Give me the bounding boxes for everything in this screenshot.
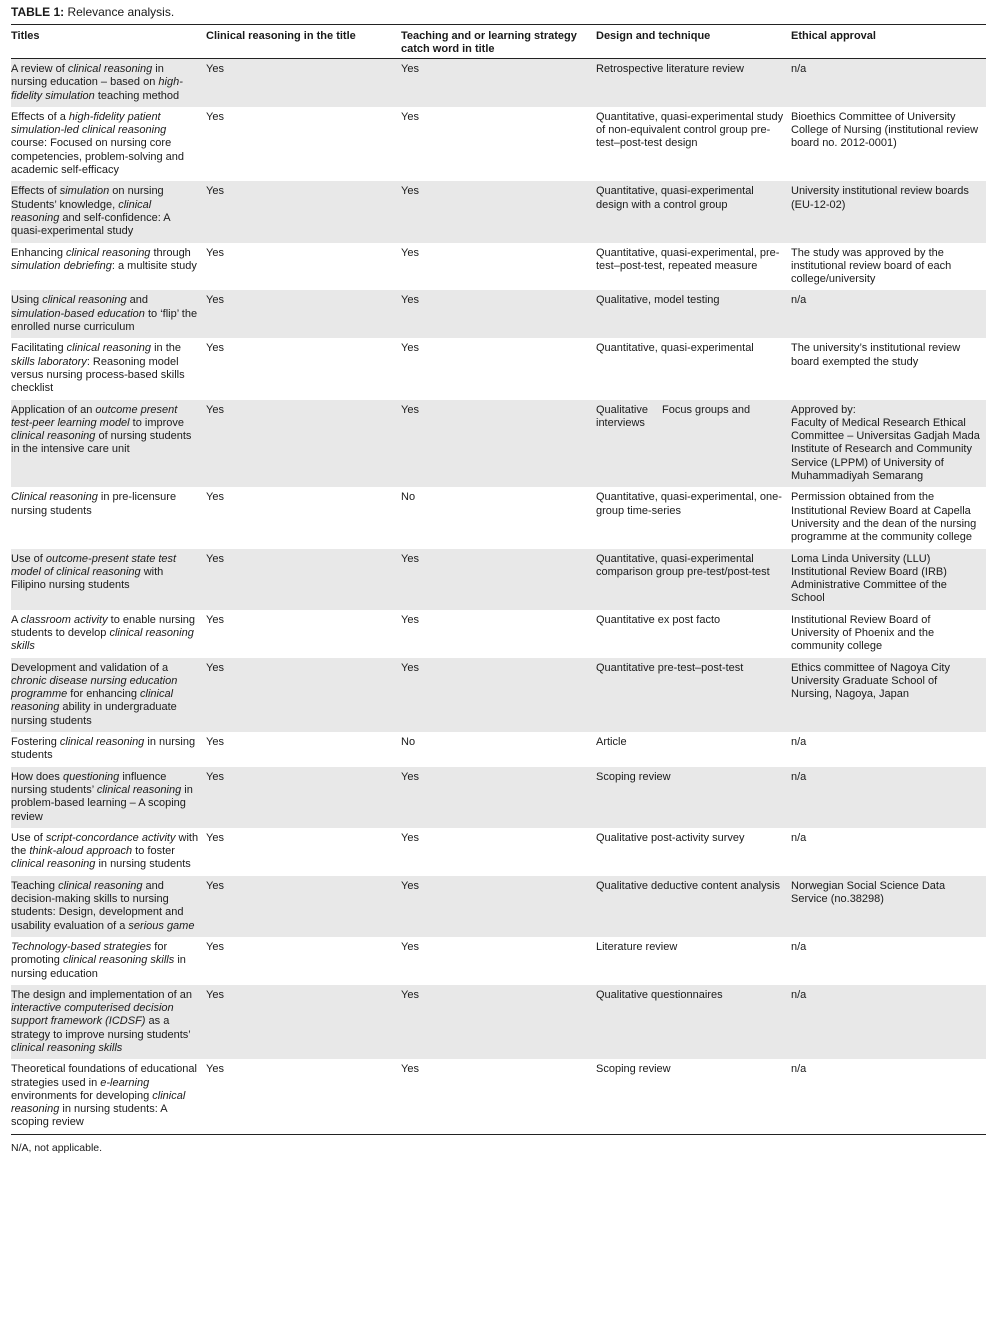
title-text: : Reasoning model versus nursing process-based skills checklist: [11, 355, 185, 395]
cell-clinical-reasoning: Yes: [206, 767, 401, 828]
cell-title: [11, 732, 206, 767]
title-keyword: clinical reasoning: [11, 858, 96, 871]
cell-design: Quantitative ex post facto: [596, 613, 721, 626]
cell-title: [11, 338, 206, 399]
table-row: [11, 658, 986, 732]
title-text: in nursing education – based on: [11, 63, 164, 89]
title-keyword: simulation debriefing: [11, 259, 112, 272]
cell-clinical-reasoning: Yes: [206, 940, 224, 953]
title-text: Using: [11, 294, 43, 307]
cell-ethical-approval: Ethics committee of Nagoya City University Graduate School of Nursing, Nagoya, Japan: [791, 658, 986, 732]
cell-ethical-approval: n/a: [791, 736, 807, 749]
table-row: [11, 1059, 986, 1134]
table-footnote: N/A, not applicable.: [11, 1141, 103, 1154]
title-keyword: clinical reasoning: [59, 736, 145, 749]
cell-teaching-strategy: Yes: [401, 767, 596, 828]
title-text: Fostering: [11, 736, 60, 749]
title-keyword: questioning: [62, 770, 120, 783]
table-row: [11, 732, 986, 767]
title-keyword: clinical reasoning skills: [11, 1042, 123, 1054]
cell-ethical-approval: Loma Linda University (LLU) Institutional Review Board (IRB) Administrative Committee of the School: [791, 549, 986, 610]
header-titles: Titles: [11, 25, 206, 59]
header-design: Design and technique: [596, 25, 791, 59]
title-keyword: clinical reasoning: [66, 342, 152, 355]
cell-teaching-strategy: Yes: [401, 940, 419, 953]
title-keyword: Technology-based strategies: [11, 940, 152, 953]
cell-clinical-reasoning: Yes: [206, 549, 401, 610]
cell-clinical-reasoning: Yes: [206, 613, 224, 626]
cell-design: Quantitative, quasi-experimental study of non-equivalent control group pre-test–post-test design: [596, 110, 784, 150]
table-row: [11, 243, 986, 291]
title-text: How does: [11, 770, 63, 783]
table-row: [11, 181, 986, 242]
cell-design: Qualitative, model testing: [596, 290, 791, 338]
title-text: and: [126, 294, 148, 307]
cell-clinical-reasoning: Yes: [206, 736, 224, 749]
title-text: to improve: [129, 416, 185, 429]
title-keyword: clinical reasoning: [11, 430, 96, 443]
title-text: of nursing students in the intensive care unit: [11, 430, 192, 456]
cell-title: [11, 1059, 206, 1134]
table-row: [11, 107, 986, 181]
title-keyword: clinical reasoning: [66, 246, 151, 259]
title-keyword: classroom activity: [20, 613, 108, 626]
title-text: Effects of a: [11, 110, 69, 123]
cell-teaching-strategy: Yes: [401, 342, 419, 355]
cell-teaching-strategy: Yes: [401, 1059, 596, 1134]
relevance-table: [11, 25, 986, 1135]
title-keyword: e-learning: [100, 1076, 150, 1089]
title-text: to foster: [132, 845, 175, 858]
cell-ethical-approval: The university’s institutional review board exempted the study: [791, 342, 961, 368]
cell-teaching-strategy: Yes: [401, 613, 419, 626]
title-keyword: think-aloud approach: [29, 845, 133, 858]
cell-design: Quantitative, quasi-experimental, pre-test–post-test, repeated measure: [596, 246, 780, 272]
cell-teaching-strategy: Yes: [401, 59, 596, 107]
cell-title: [11, 767, 206, 828]
document: [11, 4, 986, 1154]
title-text: and self-confidence: A quasi-experimental study: [11, 211, 171, 238]
cell-clinical-reasoning: Yes: [206, 876, 401, 937]
title-text: Use of: [11, 552, 46, 565]
title-text: environments for developing: [11, 1089, 153, 1102]
title-text: teaching method: [94, 89, 180, 102]
title-text: and decision-making skills to nursing students: Design, development and usability evaluation of a: [11, 879, 184, 932]
table-row: [11, 290, 986, 338]
cell-clinical-reasoning: Yes: [206, 342, 224, 355]
cell-ethical-approval: n/a: [791, 1059, 986, 1134]
cell-teaching-strategy: No: [401, 491, 416, 504]
title-keyword: skills laboratory: [11, 355, 87, 368]
title-keyword: clinical reasoning: [67, 63, 153, 75]
title-text: on nursing Students’ knowledge,: [11, 185, 164, 211]
cell-ethical-approval: Bioethics Committee of University College of Nursing (institutional review board no. 2012-0001): [791, 110, 979, 150]
table-row: [11, 487, 986, 548]
cell-design: Quantitative, quasi-experimental: [596, 342, 754, 355]
title-keyword: simulation: [59, 185, 110, 198]
header-teaching-strategy: Teaching and or learning strategy catch word in title: [401, 25, 596, 59]
title-text: A review of: [11, 63, 68, 75]
cell-title: [11, 937, 206, 985]
cell-title: [11, 400, 206, 488]
title-text: in nursing students: [95, 858, 191, 871]
cell-clinical-reasoning: Yes: [206, 59, 401, 107]
header-clinical-reasoning: Clinical reasoning in the title: [206, 25, 401, 59]
cell-ethical-approval: Institutional Review Board of University of Phoenix and the community college: [791, 613, 935, 653]
table-row: [11, 937, 986, 985]
cell-teaching-strategy: Yes: [401, 290, 596, 338]
cell-teaching-strategy: Yes: [401, 831, 419, 844]
title-text: for promoting: [11, 940, 168, 967]
title-text: Effects of: [11, 185, 60, 198]
table-header-row: [11, 25, 986, 59]
cell-teaching-strategy: Yes: [401, 985, 596, 1059]
cell-ethical-approval: n/a: [791, 290, 986, 338]
cell-clinical-reasoning: Yes: [206, 491, 224, 504]
cell-ethical-approval: Norwegian Social Science Data Service (no.38298): [791, 876, 986, 937]
cell-title: [11, 610, 206, 658]
cell-title: [11, 985, 206, 1059]
title-text: in nursing education: [11, 954, 186, 980]
table-caption-label: TABLE 1:: [11, 5, 65, 19]
cell-title: [11, 181, 206, 242]
title-text: Development and validation of a: [11, 661, 169, 674]
cell-design: Quantitative, quasi-experimental, one-group time-series: [596, 491, 782, 517]
cell-title: [11, 487, 206, 548]
cell-clinical-reasoning: Yes: [206, 985, 401, 1059]
cell-ethical-approval: n/a: [791, 831, 807, 844]
table-row: [11, 549, 986, 610]
cell-title: [11, 243, 206, 291]
table-row: [11, 59, 986, 107]
table-row: [11, 876, 986, 937]
cell-design: Scoping review: [596, 767, 791, 828]
title-keyword: high-fidelity simulation: [11, 76, 183, 102]
table-row: [11, 767, 986, 828]
title-text: in pre-licensure nursing students: [11, 491, 177, 517]
title-text: : a multisite study: [111, 259, 197, 272]
title-text: for enhancing: [67, 688, 141, 701]
table-row: [11, 610, 986, 658]
table-row: [11, 828, 986, 876]
table-row: [11, 338, 986, 399]
title-text: The design and implementation of an: [11, 988, 193, 1001]
cell-ethical-approval: n/a: [791, 59, 986, 107]
title-text: with the: [11, 831, 199, 858]
title-text: in problem-based learning – A scoping review: [11, 783, 193, 823]
table-row: [11, 400, 986, 488]
cell-clinical-reasoning: Yes: [206, 831, 224, 844]
cell-teaching-strategy: Yes: [401, 246, 419, 259]
title-keyword: high-fidelity patient simulation-led clinical reasoning: [11, 110, 167, 137]
header-ethical-approval: Ethical approval: [791, 25, 986, 59]
cell-ethical-approval: University institutional review boards (EU-12-02): [791, 181, 986, 242]
cell-design: Qualitative questionnaires: [596, 985, 791, 1059]
title-text: with Filipino nursing students: [11, 565, 164, 592]
cell-design: Qualitative deductive content analysis: [596, 876, 791, 937]
cell-design: Qualitative post-activity survey: [596, 831, 745, 844]
title-text: through: [150, 246, 191, 259]
cell-clinical-reasoning: Yes: [206, 658, 401, 732]
title-text: Theoretical foundations of educational strategies used in: [11, 1063, 197, 1089]
cell-ethical-approval: The study was approved by the institutional review board of each college/university: [791, 246, 952, 286]
cell-ethical-approval: n/a: [791, 940, 807, 953]
title-keyword: script-concordance activity: [45, 831, 176, 844]
title-keyword: interactive computerised decision support framework (ICDSF): [11, 1002, 174, 1028]
cell-title: [11, 876, 206, 937]
cell-design: Article: [596, 736, 627, 749]
title-text: to enable nursing students to develop: [11, 613, 196, 639]
title-keyword: clinical reasoning: [96, 783, 182, 796]
title-text: in nursing students: [11, 736, 196, 762]
table-body: [11, 59, 986, 1135]
cell-ethical-approval: n/a: [791, 767, 986, 828]
title-text: as a strategy to improve nursing students’: [11, 1015, 191, 1041]
cell-teaching-strategy: Yes: [401, 110, 419, 123]
cell-design: Quantitative, quasi-experimental design with a control group: [596, 181, 791, 242]
title-text: Application of an: [11, 403, 96, 416]
title-text: A: [11, 613, 21, 626]
title-keyword: outcome-present state test model of clinical reasoning: [11, 552, 177, 578]
cell-ethical-approval: Permission obtained from the Institutional Review Board at Capella University and the dean of the nursing programme at the community college: [791, 491, 977, 544]
cell-clinical-reasoning: Yes: [206, 110, 224, 123]
cell-design: Qualitative Focus groups and interviews: [596, 400, 791, 488]
title-keyword: chronic disease nursing education programme: [11, 674, 178, 701]
title-keyword: simulation-based education: [11, 307, 145, 320]
cell-clinical-reasoning: Yes: [206, 1059, 401, 1134]
title-keyword: serious game: [128, 919, 195, 932]
cell-design: Scoping review: [596, 1059, 791, 1134]
cell-teaching-strategy: Yes: [401, 658, 596, 732]
title-keyword: clinical reasoning skills: [11, 626, 194, 653]
cell-title: [11, 658, 206, 732]
title-keyword: Clinical reasoning: [11, 491, 98, 504]
cell-design: Quantitative pre-test–post-test: [596, 658, 791, 732]
cell-teaching-strategy: No: [401, 736, 416, 749]
cell-title: [11, 549, 206, 610]
title-keyword: clinical reasoning: [11, 198, 152, 224]
title-keyword: clinical reasoning: [42, 294, 127, 307]
title-keyword: clinical reasoning: [58, 879, 143, 892]
cell-teaching-strategy: Yes: [401, 549, 596, 610]
cell-title: [11, 59, 206, 107]
cell-teaching-strategy: Yes: [401, 181, 596, 242]
cell-title: [11, 107, 206, 181]
table-caption-text: Relevance analysis.: [64, 5, 175, 19]
cell-clinical-reasoning: Yes: [206, 290, 401, 338]
title-text: ability in undergraduate nursing students: [11, 701, 177, 727]
cell-ethical-approval: n/a: [791, 985, 986, 1059]
title-text: Enhancing: [11, 246, 67, 259]
title-text: in nursing students: A scoping review: [11, 1103, 167, 1129]
title-text: influence nursing students’: [11, 770, 167, 796]
cell-ethical-approval: Approved by: Faculty of Medical Research Ethical Committee – Universitas Gadjah Mada Institute of Research and Community Service (LPPM) of University of Muhammadiyah Semarang: [791, 400, 986, 488]
title-text: to ‘flip’ the enrolled nurse curriculum: [11, 307, 198, 334]
cell-design: Retrospective literature review: [596, 59, 791, 107]
cell-title: [11, 828, 206, 876]
cell-design: Literature review: [596, 940, 678, 953]
cell-teaching-strategy: Yes: [401, 876, 596, 937]
cell-clinical-reasoning: Yes: [206, 181, 401, 242]
title-keyword: outcome present test-peer learning model: [11, 403, 178, 429]
table-row: [11, 985, 986, 1059]
table-caption: [11, 4, 986, 20]
title-keyword: clinical reasoning: [11, 1089, 186, 1116]
cell-clinical-reasoning: Yes: [206, 246, 224, 259]
cell-teaching-strategy: Yes: [401, 400, 596, 488]
title-text: Facilitating: [11, 342, 67, 355]
cell-clinical-reasoning: Yes: [206, 400, 401, 488]
cell-design: Quantitative, quasi-experimental comparison group pre-test/post-test: [596, 549, 791, 610]
cell-title: [11, 290, 206, 338]
title-text: Teaching: [11, 879, 59, 892]
title-text: course: Focused on nursing core competencies, problem-solving and academic self-efficacy: [11, 137, 185, 177]
title-text: Use of: [11, 831, 46, 844]
title-text: in the: [151, 342, 181, 355]
title-keyword: clinical reasoning skills: [62, 954, 175, 967]
title-keyword: clinical reasoning: [11, 688, 174, 714]
